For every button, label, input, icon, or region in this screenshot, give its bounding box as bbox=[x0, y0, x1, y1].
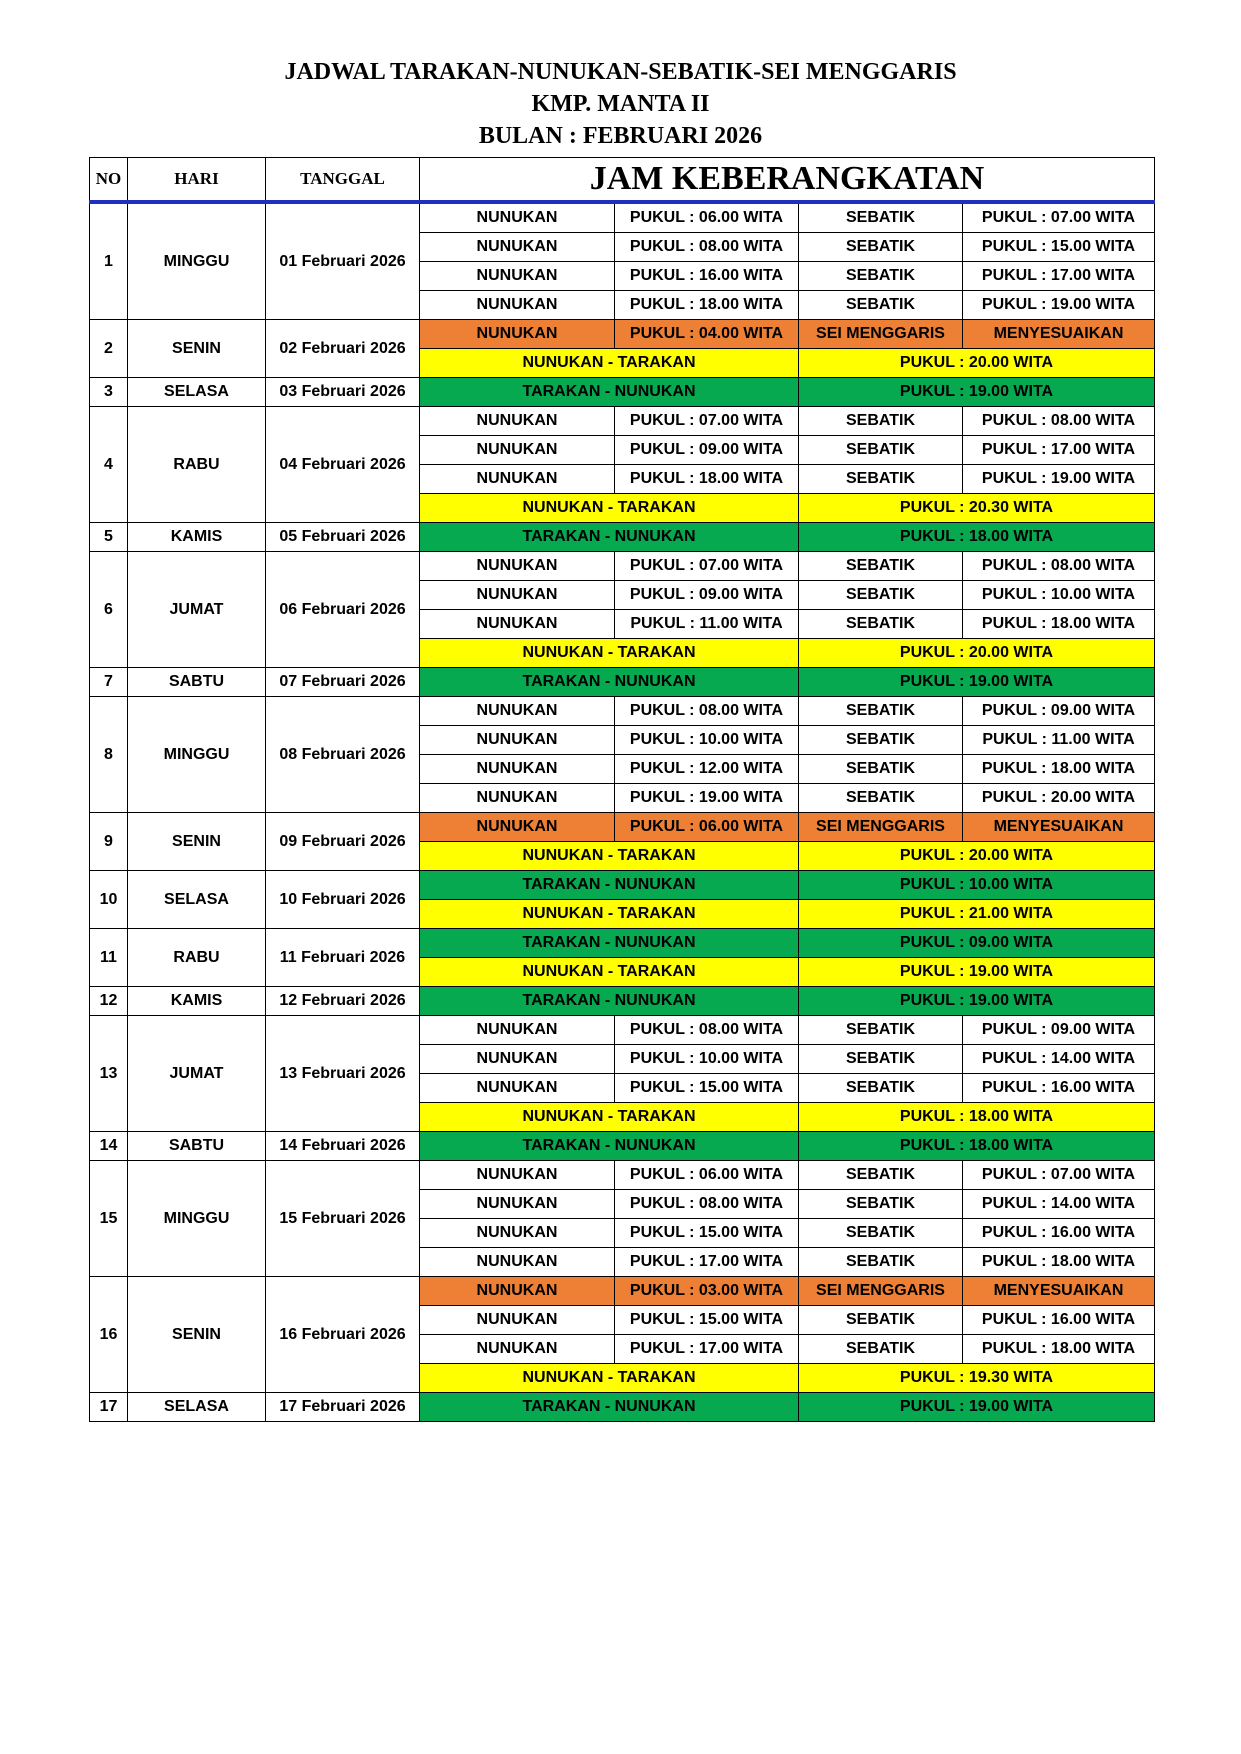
destination-port: SEBATIK bbox=[799, 1161, 963, 1190]
destination-port: SEBATIK bbox=[799, 1016, 963, 1045]
destination-port: SEBATIK bbox=[799, 291, 963, 320]
departure-port: NUNUKAN bbox=[420, 1306, 615, 1335]
day-number: 11 bbox=[90, 929, 128, 987]
day-date: 06 Februari 2026 bbox=[266, 552, 420, 668]
destination-port: SEBATIK bbox=[799, 233, 963, 262]
day-name: MINGGU bbox=[128, 697, 266, 813]
destination-time: PUKUL : 16.00 WITA bbox=[963, 1306, 1155, 1335]
schedule-table bbox=[89, 157, 1155, 1422]
table-row bbox=[90, 987, 1155, 1016]
day-name: SELASA bbox=[128, 871, 266, 929]
header-tanggal: TANGGAL bbox=[266, 158, 420, 203]
day-name: KAMIS bbox=[128, 523, 266, 552]
day-date: 13 Februari 2026 bbox=[266, 1016, 420, 1132]
departure-time: PUKUL : 19.00 WITA bbox=[615, 784, 799, 813]
departure-time: PUKUL : 08.00 WITA bbox=[615, 697, 799, 726]
table-row bbox=[90, 320, 1155, 349]
destination-time: PUKUL : 18.00 WITA bbox=[963, 610, 1155, 639]
route: TARAKAN - NUNUKAN bbox=[420, 523, 799, 552]
destination-port: SEBATIK bbox=[799, 726, 963, 755]
destination-time: PUKUL : 09.00 WITA bbox=[963, 1016, 1155, 1045]
departure-port: NUNUKAN bbox=[420, 784, 615, 813]
day-name: KAMIS bbox=[128, 987, 266, 1016]
header-hari: HARI bbox=[128, 158, 266, 203]
day-number: 8 bbox=[90, 697, 128, 813]
destination-time: PUKUL : 16.00 WITA bbox=[963, 1219, 1155, 1248]
day-date: 05 Februari 2026 bbox=[266, 523, 420, 552]
table-row bbox=[90, 1132, 1155, 1161]
day-name: RABU bbox=[128, 929, 266, 987]
departure-time: PUKUL : 18.00 WITA bbox=[799, 1132, 1155, 1161]
destination-port: SEI MENGGARIS bbox=[799, 1277, 963, 1306]
day-number: 2 bbox=[90, 320, 128, 378]
destination-port: SEBATIK bbox=[799, 407, 963, 436]
departure-time: PUKUL : 10.00 WITA bbox=[799, 871, 1155, 900]
route: NUNUKAN - TARAKAN bbox=[420, 958, 799, 987]
destination-port: SEBATIK bbox=[799, 1045, 963, 1074]
header-row bbox=[90, 158, 1155, 203]
table-row bbox=[90, 378, 1155, 407]
departure-port: NUNUKAN bbox=[420, 1248, 615, 1277]
day-number: 9 bbox=[90, 813, 128, 871]
departure-time: PUKUL : 19.00 WITA bbox=[799, 958, 1155, 987]
destination-port: SEBATIK bbox=[799, 1074, 963, 1103]
day-date: 14 Februari 2026 bbox=[266, 1132, 420, 1161]
day-date: 17 Februari 2026 bbox=[266, 1393, 420, 1422]
schedule-body bbox=[90, 202, 1155, 1422]
departure-time: PUKUL : 18.00 WITA bbox=[615, 465, 799, 494]
destination-time: PUKUL : 09.00 WITA bbox=[963, 697, 1155, 726]
table-row bbox=[90, 1393, 1155, 1422]
destination-port: SEBATIK bbox=[799, 1335, 963, 1364]
table-row bbox=[90, 1161, 1155, 1190]
day-date: 04 Februari 2026 bbox=[266, 407, 420, 523]
table-row bbox=[90, 523, 1155, 552]
departure-port: NUNUKAN bbox=[420, 1045, 615, 1074]
departure-port: NUNUKAN bbox=[420, 552, 615, 581]
day-number: 7 bbox=[90, 668, 128, 697]
departure-time: PUKUL : 20.30 WITA bbox=[799, 494, 1155, 523]
header-jam-keberangkatan: JAM KEBERANGKATAN bbox=[420, 158, 1155, 203]
departure-time: PUKUL : 10.00 WITA bbox=[615, 1045, 799, 1074]
departure-time: PUKUL : 18.00 WITA bbox=[799, 523, 1155, 552]
destination-port: SEBATIK bbox=[799, 697, 963, 726]
day-date: 02 Februari 2026 bbox=[266, 320, 420, 378]
day-date: 11 Februari 2026 bbox=[266, 929, 420, 987]
day-name: MINGGU bbox=[128, 202, 266, 320]
destination-time: PUKUL : 18.00 WITA bbox=[963, 1335, 1155, 1364]
departure-time: PUKUL : 20.00 WITA bbox=[799, 639, 1155, 668]
departure-time: PUKUL : 20.00 WITA bbox=[799, 842, 1155, 871]
destination-time: MENYESUAIKAN bbox=[963, 320, 1155, 349]
departure-time: PUKUL : 09.00 WITA bbox=[615, 581, 799, 610]
departure-port: NUNUKAN bbox=[420, 581, 615, 610]
destination-time: PUKUL : 17.00 WITA bbox=[963, 436, 1155, 465]
day-name: SENIN bbox=[128, 320, 266, 378]
table-row bbox=[90, 668, 1155, 697]
departure-time: PUKUL : 20.00 WITA bbox=[799, 349, 1155, 378]
day-number: 15 bbox=[90, 1161, 128, 1277]
departure-time: PUKUL : 09.00 WITA bbox=[799, 929, 1155, 958]
day-name: JUMAT bbox=[128, 552, 266, 668]
day-date: 10 Februari 2026 bbox=[266, 871, 420, 929]
departure-time: PUKUL : 07.00 WITA bbox=[615, 552, 799, 581]
day-name: MINGGU bbox=[128, 1161, 266, 1277]
header-no: NO bbox=[90, 158, 128, 203]
destination-time: PUKUL : 20.00 WITA bbox=[963, 784, 1155, 813]
route: TARAKAN - NUNUKAN bbox=[420, 378, 799, 407]
destination-port: SEI MENGGARIS bbox=[799, 320, 963, 349]
departure-port: NUNUKAN bbox=[420, 1074, 615, 1103]
route: NUNUKAN - TARAKAN bbox=[420, 1364, 799, 1393]
table-row bbox=[90, 871, 1155, 900]
day-number: 1 bbox=[90, 202, 128, 320]
table-row bbox=[90, 1277, 1155, 1306]
destination-time: PUKUL : 08.00 WITA bbox=[963, 407, 1155, 436]
destination-time: PUKUL : 14.00 WITA bbox=[963, 1190, 1155, 1219]
departure-port: NUNUKAN bbox=[420, 1190, 615, 1219]
departure-port: NUNUKAN bbox=[420, 813, 615, 842]
destination-port: SEBATIK bbox=[799, 262, 963, 291]
table-row bbox=[90, 813, 1155, 842]
title-line-2: KMP. MANTA II bbox=[531, 91, 710, 117]
departure-port: NUNUKAN bbox=[420, 1161, 615, 1190]
departure-port: NUNUKAN bbox=[420, 291, 615, 320]
departure-time: PUKUL : 12.00 WITA bbox=[615, 755, 799, 784]
destination-time: PUKUL : 19.00 WITA bbox=[963, 291, 1155, 320]
departure-port: NUNUKAN bbox=[420, 1277, 615, 1306]
departure-time: PUKUL : 07.00 WITA bbox=[615, 407, 799, 436]
departure-time: PUKUL : 19.00 WITA bbox=[799, 668, 1155, 697]
departure-time: PUKUL : 04.00 WITA bbox=[615, 320, 799, 349]
destination-time: PUKUL : 19.00 WITA bbox=[963, 465, 1155, 494]
day-number: 13 bbox=[90, 1016, 128, 1132]
departure-port: NUNUKAN bbox=[420, 610, 615, 639]
route: NUNUKAN - TARAKAN bbox=[420, 842, 799, 871]
destination-port: SEBATIK bbox=[799, 784, 963, 813]
destination-port: SEBATIK bbox=[799, 465, 963, 494]
departure-time: PUKUL : 16.00 WITA bbox=[615, 262, 799, 291]
day-name: SABTU bbox=[128, 1132, 266, 1161]
departure-time: PUKUL : 19.00 WITA bbox=[799, 987, 1155, 1016]
departure-time: PUKUL : 10.00 WITA bbox=[615, 726, 799, 755]
departure-port: NUNUKAN bbox=[420, 202, 615, 233]
destination-time: PUKUL : 07.00 WITA bbox=[963, 202, 1155, 233]
departure-time: PUKUL : 19.00 WITA bbox=[799, 378, 1155, 407]
departure-port: NUNUKAN bbox=[420, 755, 615, 784]
route: NUNUKAN - TARAKAN bbox=[420, 900, 799, 929]
title-line-1: JADWAL TARAKAN-NUNUKAN-SEBATIK-SEI MENGGARIS bbox=[284, 59, 957, 85]
day-date: 08 Februari 2026 bbox=[266, 697, 420, 813]
day-date: 01 Februari 2026 bbox=[266, 202, 420, 320]
day-number: 14 bbox=[90, 1132, 128, 1161]
route: TARAKAN - NUNUKAN bbox=[420, 871, 799, 900]
route: NUNUKAN - TARAKAN bbox=[420, 349, 799, 378]
route: TARAKAN - NUNUKAN bbox=[420, 987, 799, 1016]
destination-port: SEBATIK bbox=[799, 1219, 963, 1248]
departure-time: PUKUL : 06.00 WITA bbox=[615, 1161, 799, 1190]
day-number: 6 bbox=[90, 552, 128, 668]
day-name: SABTU bbox=[128, 668, 266, 697]
route: TARAKAN - NUNUKAN bbox=[420, 1393, 799, 1422]
table-row bbox=[90, 1016, 1155, 1045]
departure-time: PUKUL : 19.30 WITA bbox=[799, 1364, 1155, 1393]
day-name: RABU bbox=[128, 407, 266, 523]
departure-time: PUKUL : 18.00 WITA bbox=[799, 1103, 1155, 1132]
day-date: 12 Februari 2026 bbox=[266, 987, 420, 1016]
table-row bbox=[90, 697, 1155, 726]
day-number: 4 bbox=[90, 407, 128, 523]
route: NUNUKAN - TARAKAN bbox=[420, 639, 799, 668]
destination-time: PUKUL : 17.00 WITA bbox=[963, 262, 1155, 291]
departure-time: PUKUL : 08.00 WITA bbox=[615, 1016, 799, 1045]
day-date: 09 Februari 2026 bbox=[266, 813, 420, 871]
destination-port: SEBATIK bbox=[799, 202, 963, 233]
destination-time: MENYESUAIKAN bbox=[963, 813, 1155, 842]
destination-port: SEBATIK bbox=[799, 610, 963, 639]
departure-time: PUKUL : 09.00 WITA bbox=[615, 436, 799, 465]
destination-time: PUKUL : 08.00 WITA bbox=[963, 552, 1155, 581]
departure-time: PUKUL : 11.00 WITA bbox=[615, 610, 799, 639]
route: TARAKAN - NUNUKAN bbox=[420, 1132, 799, 1161]
destination-time: MENYESUAIKAN bbox=[963, 1277, 1155, 1306]
day-date: 07 Februari 2026 bbox=[266, 668, 420, 697]
departure-port: NUNUKAN bbox=[420, 465, 615, 494]
table-row bbox=[90, 929, 1155, 958]
departure-port: NUNUKAN bbox=[420, 320, 615, 349]
departure-port: NUNUKAN bbox=[420, 1335, 615, 1364]
departure-time: PUKUL : 03.00 WITA bbox=[615, 1277, 799, 1306]
day-name: SELASA bbox=[128, 1393, 266, 1422]
departure-time: PUKUL : 15.00 WITA bbox=[615, 1219, 799, 1248]
day-name: SELASA bbox=[128, 378, 266, 407]
destination-time: PUKUL : 07.00 WITA bbox=[963, 1161, 1155, 1190]
departure-port: NUNUKAN bbox=[420, 726, 615, 755]
destination-port: SEBATIK bbox=[799, 581, 963, 610]
destination-port: SEBATIK bbox=[799, 1306, 963, 1335]
destination-port: SEI MENGGARIS bbox=[799, 813, 963, 842]
day-number: 3 bbox=[90, 378, 128, 407]
destination-time: PUKUL : 18.00 WITA bbox=[963, 755, 1155, 784]
departure-time: PUKUL : 15.00 WITA bbox=[615, 1074, 799, 1103]
departure-time: PUKUL : 21.00 WITA bbox=[799, 900, 1155, 929]
destination-time: PUKUL : 15.00 WITA bbox=[963, 233, 1155, 262]
route: TARAKAN - NUNUKAN bbox=[420, 929, 799, 958]
destination-port: SEBATIK bbox=[799, 755, 963, 784]
departure-time: PUKUL : 17.00 WITA bbox=[615, 1335, 799, 1364]
destination-port: SEBATIK bbox=[799, 1190, 963, 1219]
departure-port: NUNUKAN bbox=[420, 436, 615, 465]
departure-port: NUNUKAN bbox=[420, 262, 615, 291]
destination-time: PUKUL : 18.00 WITA bbox=[963, 1248, 1155, 1277]
destination-time: PUKUL : 11.00 WITA bbox=[963, 726, 1155, 755]
destination-port: SEBATIK bbox=[799, 436, 963, 465]
day-date: 03 Februari 2026 bbox=[266, 378, 420, 407]
route: NUNUKAN - TARAKAN bbox=[420, 494, 799, 523]
destination-port: SEBATIK bbox=[799, 552, 963, 581]
departure-time: PUKUL : 06.00 WITA bbox=[615, 202, 799, 233]
departure-port: NUNUKAN bbox=[420, 407, 615, 436]
departure-time: PUKUL : 08.00 WITA bbox=[615, 233, 799, 262]
route: NUNUKAN - TARAKAN bbox=[420, 1103, 799, 1132]
departure-time: PUKUL : 17.00 WITA bbox=[615, 1248, 799, 1277]
title-line-3: BULAN : FEBRUARI 2026 bbox=[478, 123, 763, 149]
destination-port: SEBATIK bbox=[799, 1248, 963, 1277]
departure-time: PUKUL : 18.00 WITA bbox=[615, 291, 799, 320]
departure-port: NUNUKAN bbox=[420, 1016, 615, 1045]
destination-time: PUKUL : 10.00 WITA bbox=[963, 581, 1155, 610]
departure-time: PUKUL : 06.00 WITA bbox=[615, 813, 799, 842]
departure-time: PUKUL : 15.00 WITA bbox=[615, 1306, 799, 1335]
day-number: 10 bbox=[90, 871, 128, 929]
table-row bbox=[90, 202, 1155, 233]
document-title bbox=[0, 56, 1241, 152]
day-date: 15 Februari 2026 bbox=[266, 1161, 420, 1277]
departure-port: NUNUKAN bbox=[420, 1219, 615, 1248]
route: TARAKAN - NUNUKAN bbox=[420, 668, 799, 697]
departure-port: NUNUKAN bbox=[420, 697, 615, 726]
departure-port: NUNUKAN bbox=[420, 233, 615, 262]
day-date: 16 Februari 2026 bbox=[266, 1277, 420, 1393]
day-number: 17 bbox=[90, 1393, 128, 1422]
day-name: SENIN bbox=[128, 813, 266, 871]
day-number: 5 bbox=[90, 523, 128, 552]
destination-time: PUKUL : 16.00 WITA bbox=[963, 1074, 1155, 1103]
departure-time: PUKUL : 08.00 WITA bbox=[615, 1190, 799, 1219]
day-number: 16 bbox=[90, 1277, 128, 1393]
day-name: JUMAT bbox=[128, 1016, 266, 1132]
day-name: SENIN bbox=[128, 1277, 266, 1393]
table-row bbox=[90, 407, 1155, 436]
destination-time: PUKUL : 14.00 WITA bbox=[963, 1045, 1155, 1074]
day-number: 12 bbox=[90, 987, 128, 1016]
departure-time: PUKUL : 19.00 WITA bbox=[799, 1393, 1155, 1422]
table-row bbox=[90, 552, 1155, 581]
